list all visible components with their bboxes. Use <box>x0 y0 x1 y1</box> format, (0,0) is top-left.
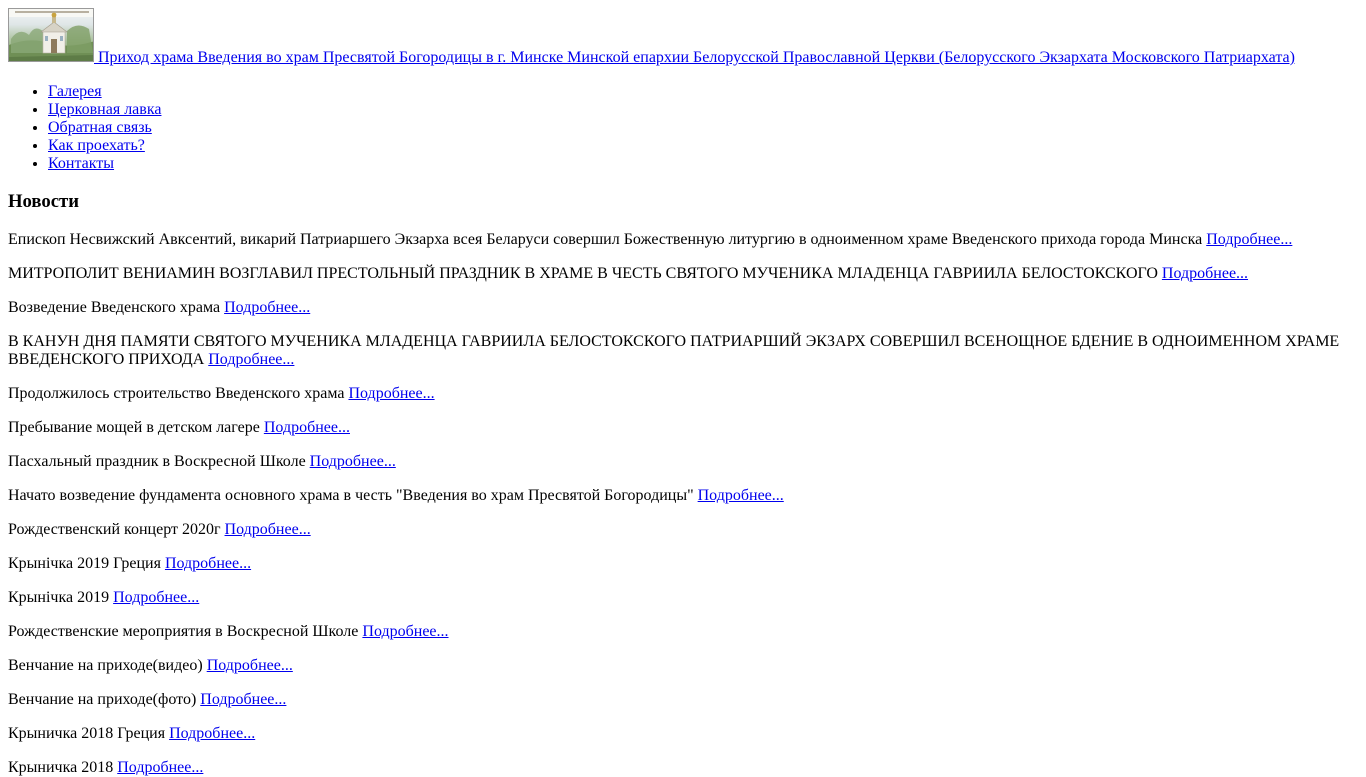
main-nav <box>8 83 1358 173</box>
news-text: Продолжилось строительство Введенского храма <box>8 385 345 402</box>
news-text: Рождественский концерт 2020г <box>8 521 221 538</box>
news-item <box>8 453 1358 471</box>
nav-item-gallery <box>48 83 1358 101</box>
site-header <box>8 8 1358 67</box>
read-more-link[interactable]: Подробнее... <box>200 691 287 708</box>
news-item <box>8 231 1358 249</box>
news-item <box>8 759 1358 777</box>
read-more-link[interactable]: Подробнее... <box>224 521 311 538</box>
news-item <box>8 521 1358 539</box>
news-item <box>8 623 1358 641</box>
news-text: Епископ Несвижский Авксентий, викарий Патриаршего Экзарха всея Беларуси совершил Божественную литургию в одноименном храме Введенского прихода города Минска <box>8 231 1203 248</box>
read-more-link[interactable]: Подробнее... <box>169 725 256 742</box>
news-text: Пасхальный праздник в Воскресной Школе <box>8 453 306 470</box>
read-more-link[interactable]: Подробнее... <box>309 453 396 470</box>
news-item <box>8 333 1358 369</box>
read-more-link[interactable]: Подробнее... <box>113 589 200 606</box>
news-text: Рождественские мероприятия в Воскресной Школе <box>8 623 359 640</box>
news-text: Возведение Введенского храма <box>8 299 221 316</box>
nav-link-contacts[interactable]: Контакты <box>48 155 115 172</box>
news-list <box>8 231 1358 777</box>
news-text: Крыничка 2018 Греция <box>8 725 166 742</box>
read-more-link[interactable]: Подробнее... <box>362 623 449 640</box>
read-more-link[interactable]: Подробнее... <box>224 299 311 316</box>
nav-item-feedback <box>48 119 1358 137</box>
news-text: Начато возведение фундамента основного храма в честь "Введения во храм Пресвятой Богородицы" <box>8 487 694 504</box>
read-more-link[interactable]: Подробнее... <box>697 487 784 504</box>
news-item <box>8 299 1358 317</box>
news-text: МИТРОПОЛИТ ВЕНИАМИН ВОЗГЛАВИЛ ПРЕСТОЛЬНЫЙ ПРАЗДНИК В ХРАМЕ В ЧЕСТЬ СВЯТОГО МУЧЕНИКА МЛАДЕНЦА ГАВРИИЛА БЕЛОСТОКСКОГО <box>8 265 1158 282</box>
read-more-link[interactable]: Подробнее... <box>348 385 435 402</box>
news-item <box>8 265 1358 283</box>
news-item <box>8 555 1358 573</box>
news-text: Крынічка 2019 Греция <box>8 555 161 572</box>
nav-link-gallery[interactable]: Галерея <box>48 83 102 100</box>
read-more-link[interactable]: Подробнее... <box>1161 265 1249 282</box>
nav-link-feedback[interactable]: Обратная связь <box>48 119 152 136</box>
news-text: Венчание на приходе(видео) <box>8 657 203 674</box>
news-text: Крынічка 2019 <box>8 589 110 606</box>
read-more-link[interactable]: Подробнее... <box>208 351 295 368</box>
read-more-link[interactable]: Подробнее... <box>263 419 350 436</box>
read-more-link[interactable]: Подробнее... <box>1206 231 1293 248</box>
news-item <box>8 725 1358 743</box>
news-text: Пребывание мощей в детском лагере <box>8 419 260 436</box>
read-more-link[interactable]: Подробнее... <box>164 555 252 572</box>
nav-link-church-shop[interactable]: Церковная лавка <box>48 101 162 118</box>
nav-item-contacts <box>48 155 1358 173</box>
news-text: Крыничка 2018 <box>8 759 114 776</box>
news-text: В КАНУН ДНЯ ПАМЯТИ СВЯТОГО МУЧЕНИКА МЛАДЕНЦА ГАВРИИЛА БЕЛОСТОКСКОГО ПАТРИАРШИЙ ЭКЗАРХ СОВЕРШИЛ ВСЕНОЩНОЕ БДЕНИЕ В ОДНОИМЕННОМ ХРАМЕ ВВЕДЕНСКОГО ПРИХОДА <box>8 333 1340 368</box>
news-item <box>8 589 1358 607</box>
site-title[interactable]: Приход храма Введения во храм Пресвятой Богородицы в г. Минске Минской епархии Белорусской Православной Церкви (Белорусского Экзархата Московского Патриархата) <box>98 49 1295 66</box>
nav-link-directions[interactable]: Как проехать? <box>48 137 145 154</box>
read-more-link[interactable]: Подробнее... <box>206 657 293 674</box>
church-logo-icon[interactable] <box>8 8 94 62</box>
read-more-link[interactable]: Подробнее... <box>117 759 204 776</box>
news-item <box>8 487 1358 505</box>
nav-item-directions <box>48 137 1358 155</box>
nav-item-church-shop <box>48 101 1358 119</box>
news-item <box>8 419 1358 437</box>
news-item <box>8 385 1358 403</box>
news-text: Венчание на приходе(фото) <box>8 691 197 708</box>
site-home-link[interactable] <box>8 49 1295 66</box>
news-heading: Новости <box>8 191 80 212</box>
news-item <box>8 691 1358 709</box>
news-item <box>8 657 1358 675</box>
